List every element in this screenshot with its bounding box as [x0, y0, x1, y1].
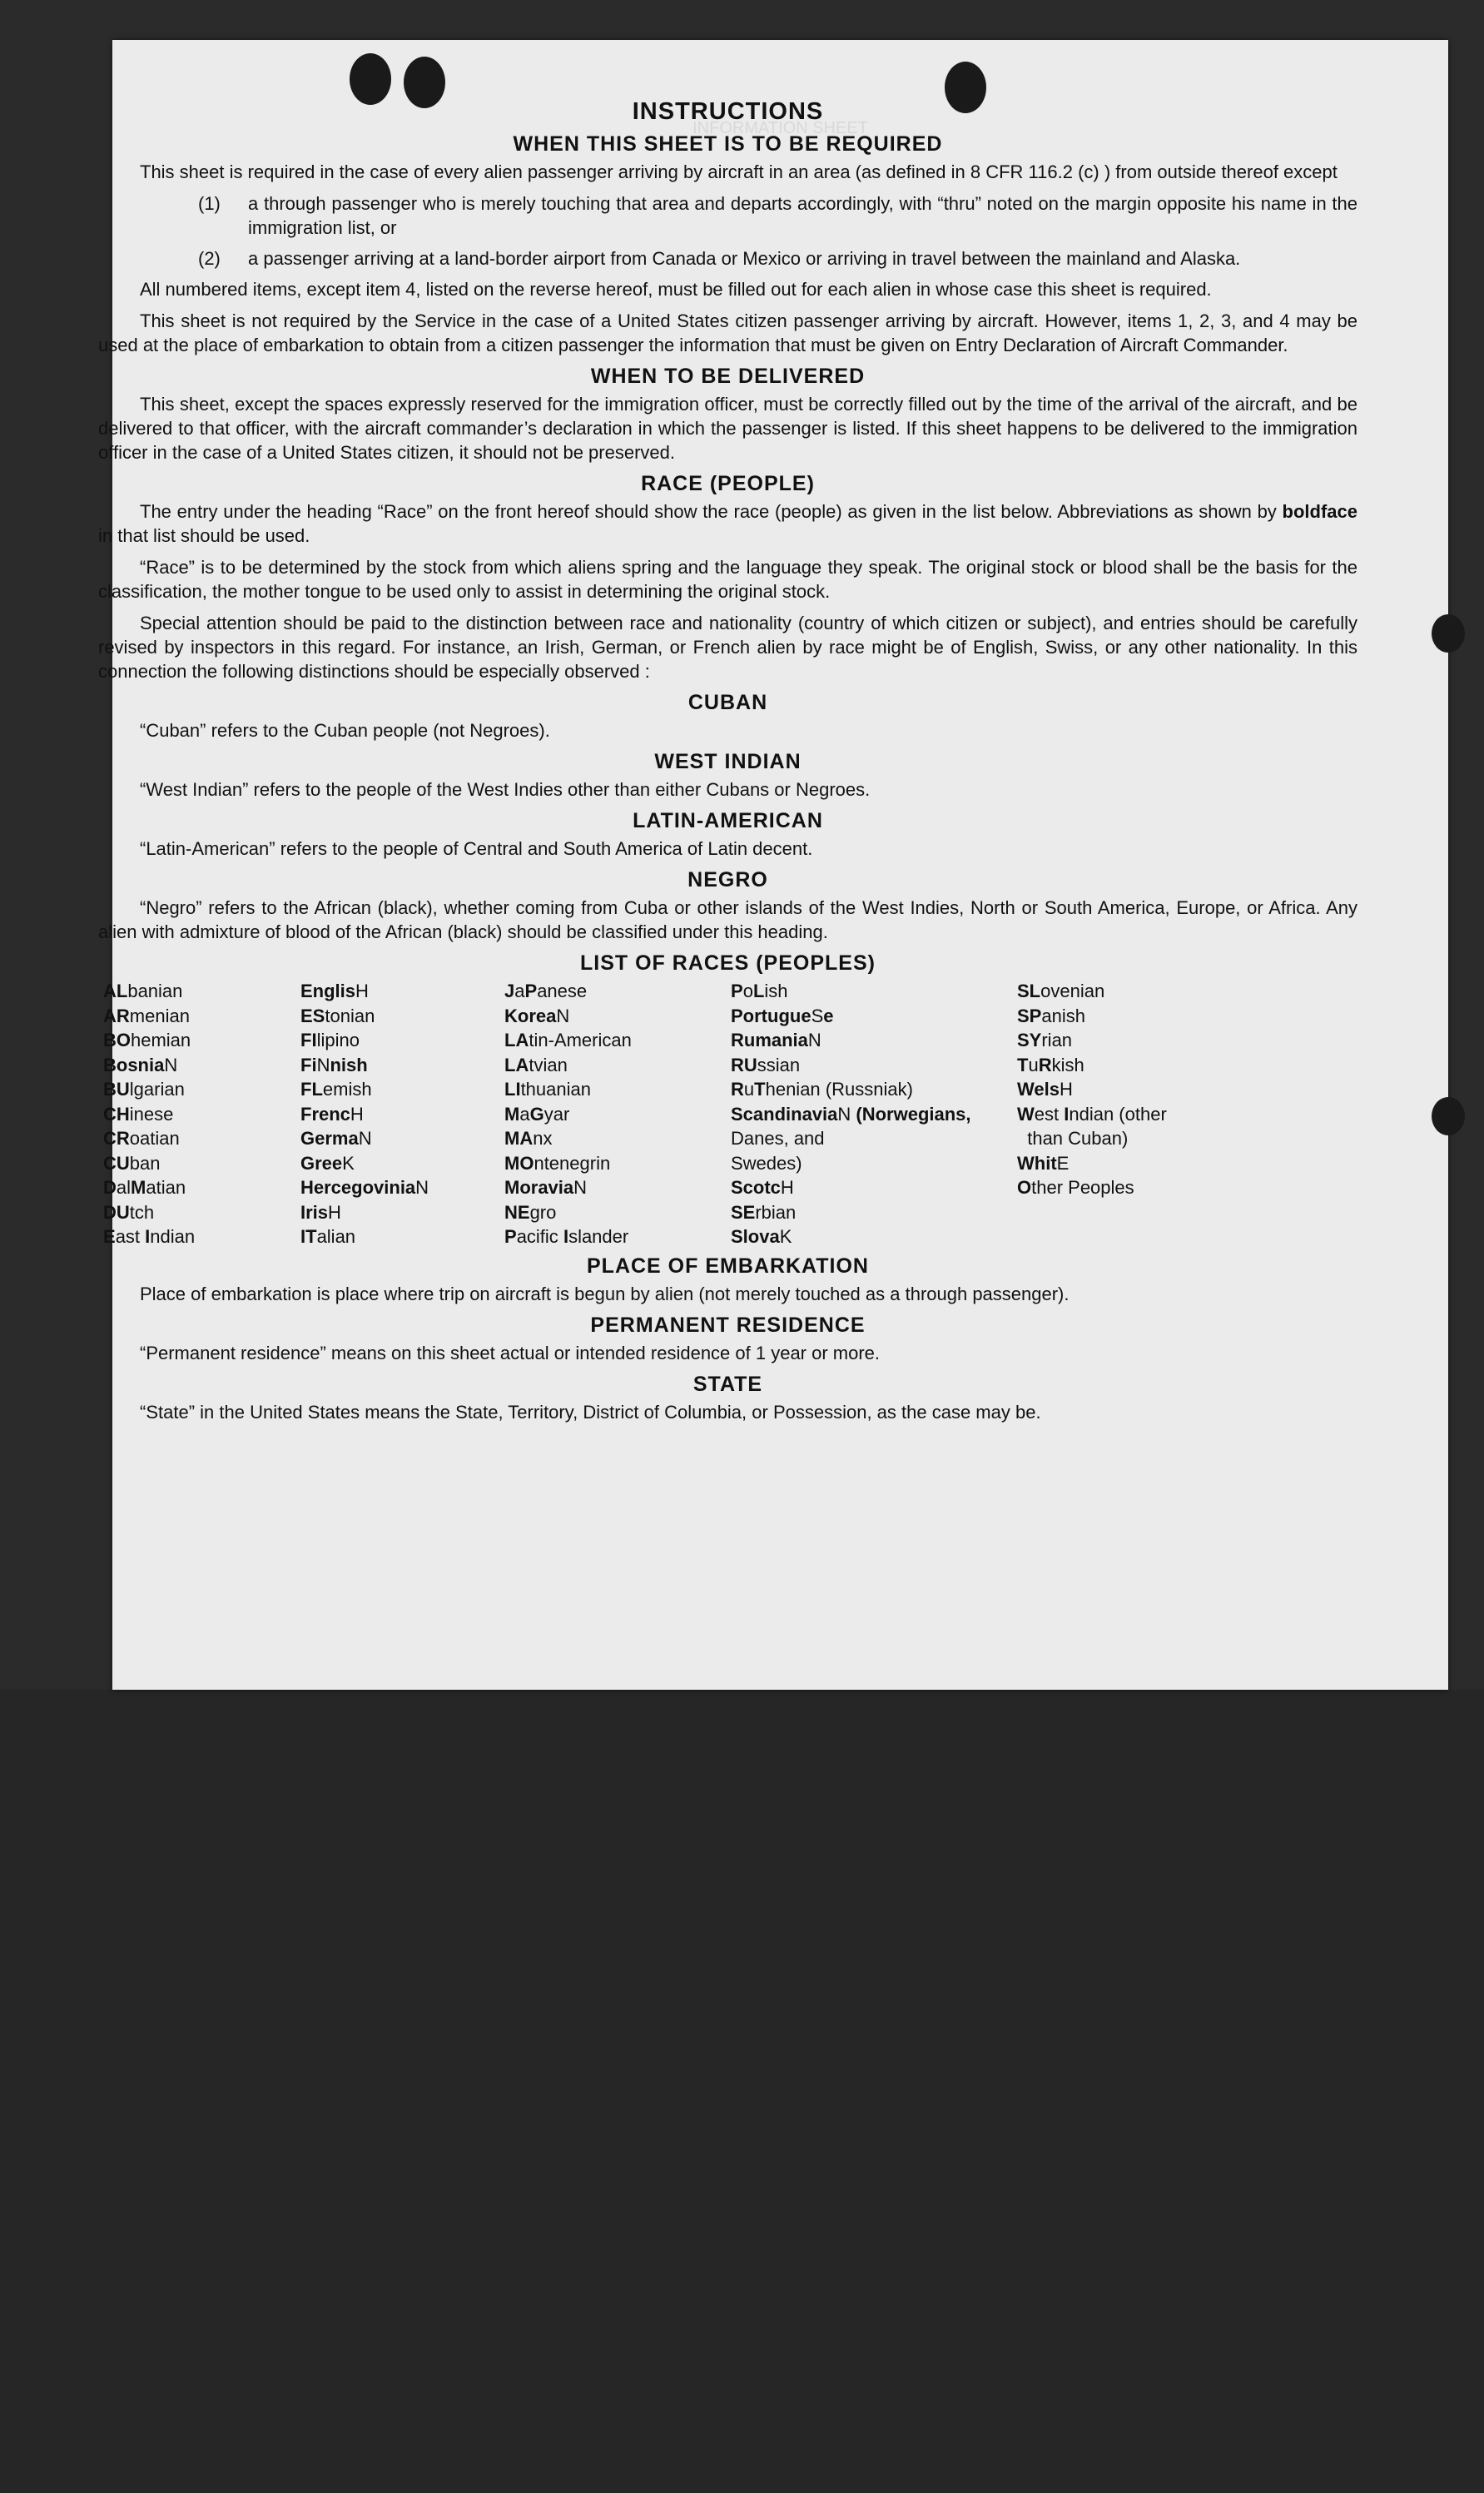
- race-entry: MoraviaN: [504, 1177, 588, 1198]
- race-entry: EnglisH: [300, 981, 369, 1001]
- heading-embarkation: PLACE OF EMBARKATION: [587, 1254, 869, 1278]
- heading-list-of-races: LIST OF RACES (PEOPLES): [580, 951, 876, 975]
- race-entry: FIlipino: [300, 1030, 360, 1050]
- race-entry: CHinese: [103, 1103, 174, 1125]
- race-entry: PortugueSe: [731, 1005, 834, 1026]
- race-entry: ITalian: [300, 1226, 356, 1247]
- numbered-items-paragraph: All numbered items, except item 4, listed on the reverse hereof, must be filled out for each alien in whose case this sheet is required.: [140, 279, 1212, 300]
- race-paragraph-3: Special attention should be paid to the distinction between race and nationality (country of which citizen or subject), and entries should be carefully revised by inspectors in this regard. For instance, an Irish, German, or French alien by race might be of English, Swiss, or any other nationality. In this connection the following distinctions should be especially observed :: [98, 613, 1357, 682]
- races-column: [103, 979, 300, 1249]
- race-entry: MAnx: [504, 1128, 553, 1149]
- race-entry: ARmenian: [103, 1005, 190, 1026]
- page-title: INSTRUCTIONS: [632, 98, 824, 125]
- race-entry: West Indian (other: [1017, 1103, 1167, 1125]
- when-delivered-text: This sheet, except the spaces expressly reserved for the immigration officer, must be correctly filled out by the time of the arrival of the aircraft, and be delivered to that officer, with the aircraft commander’s declaration in which the passenger is listed. If this sheet happens to be delivered to the immigration officer in the case of a United States citizen, it should not be preserved.: [98, 394, 1357, 463]
- race-entry: Danes, and: [731, 1128, 825, 1149]
- punch-hole-left: [350, 53, 391, 105]
- heading-state: STATE: [692, 1372, 763, 1396]
- race-entry: CUban: [103, 1152, 161, 1174]
- races-column: [504, 979, 731, 1249]
- exception-item: [198, 191, 1357, 240]
- exception-item: [198, 246, 1357, 271]
- race-entry: TuRkish: [1017, 1054, 1084, 1075]
- race-entry: SlovaK: [731, 1226, 792, 1247]
- heading-latin-american: LATIN-AMERICAN: [633, 809, 823, 832]
- race-entry: FLemish: [300, 1079, 372, 1100]
- race-entry: LAtvian: [504, 1054, 568, 1075]
- race-entry: WelsH: [1017, 1079, 1073, 1100]
- race-entry: MOntenegrin: [504, 1152, 611, 1174]
- race-entry: LAtin-American: [504, 1030, 632, 1050]
- citizen-paragraph: This sheet is not required by the Service in the case of a United States citizen passenger arriving by aircraft. However, items 1, 2, 3, and 4 may be used at the place of embarkation to obtain from a citizen passenger the information that must be given on Entry Declaration of Aircraft Commander.: [98, 310, 1357, 355]
- race-entry: SYrian: [1017, 1030, 1073, 1050]
- races-column: [731, 979, 1017, 1249]
- races-column: [300, 979, 504, 1249]
- state-text: “State” in the United States means the State, Territory, District of Columbia, or Possession, as the case may be.: [140, 1401, 1041, 1423]
- heading-cuban: CUBAN: [687, 691, 768, 714]
- race-entry: Other Peoples: [1017, 1177, 1134, 1198]
- race-entry: RuThenian (Russniak): [731, 1079, 913, 1100]
- race-text-b: in that list should be used.: [98, 525, 310, 546]
- exception-number: (1): [198, 193, 221, 214]
- race-entry: RumaniaN: [731, 1030, 821, 1050]
- race-entry: EStonian: [300, 1005, 375, 1026]
- race-entry: Swedes): [731, 1152, 802, 1174]
- instructions-content: [98, 100, 1357, 1432]
- heading-negro: NEGRO: [687, 868, 768, 891]
- exception-number: (2): [198, 248, 221, 269]
- race-entry: ScotcH: [731, 1177, 794, 1198]
- heading-race: RACE (PEOPLE): [641, 472, 815, 495]
- race-entry: JaPanese: [504, 981, 588, 1001]
- race-entry: BUlgarian: [103, 1079, 185, 1100]
- race-entry: Pacific Islander: [504, 1226, 629, 1247]
- latin-american-text: “Latin-American” refers to the people of Central and South America of Latin decent.: [140, 838, 813, 859]
- race-entry: SLovenian: [1017, 981, 1105, 1001]
- race-entry: ScandinaviaN (Norwegians,: [731, 1103, 971, 1125]
- race-paragraph-1: [98, 499, 1357, 548]
- race-paragraph-2: “Race” is to be determined by the stock from which aliens spring and the language they speak. The original stock or blood shall be the basis for the classification, the mother tongue to be used only to assist in determining the original stock.: [98, 557, 1357, 602]
- residence-text: “Permanent residence” means on this sheet actual or intended residence of 1 year or more.: [140, 1342, 881, 1363]
- race-entry: FrencH: [300, 1103, 364, 1125]
- race-entry: NEgro: [504, 1201, 557, 1223]
- heading-when-delivered: WHEN TO BE DELIVERED: [590, 365, 866, 388]
- race-text-bold: boldface: [1282, 501, 1357, 522]
- race-entry: ALbanian: [103, 981, 183, 1001]
- race-entry: IrisH: [300, 1201, 341, 1223]
- race-entry: CRoatian: [103, 1128, 180, 1149]
- race-entry: HercegoviniaN: [300, 1177, 429, 1198]
- race-entry: DUtch: [103, 1201, 155, 1223]
- when-required-intro: This sheet is required in the case of every alien passenger arriving by aircraft in an area (as defined in 8 CFR 116.2 (c) ) from outside thereof except: [140, 161, 1338, 182]
- races-column: [1017, 979, 1267, 1249]
- race-entry: BosniaN: [103, 1054, 178, 1075]
- race-entry: East Indian: [103, 1226, 196, 1247]
- punch-hole-edge-lower: [1432, 1097, 1465, 1135]
- race-entry: than Cuban): [1017, 1128, 1129, 1149]
- race-entry: DalMatian: [103, 1177, 186, 1198]
- race-entry: KoreaN: [504, 1005, 570, 1026]
- race-entry: GreeK: [300, 1152, 355, 1174]
- races-list: [103, 979, 1357, 1249]
- negro-text: “Negro” refers to the African (black), whether coming from Cuba or other islands of the West Indies, North or South America, Europe, or Africa. Any alien with admixture of blood of the African (black) should be classified under this heading.: [98, 897, 1357, 942]
- scanner-background: [0, 1690, 1484, 2493]
- race-text-a: The entry under the heading “Race” on the front hereof should show the race (people) as given in the list below. Abbreviations as shown by: [140, 501, 1283, 522]
- race-entry: SPanish: [1017, 1005, 1085, 1026]
- exception-text: a passenger arriving at a land-border airport from Canada or Mexico or arriving in travel between the mainland and Alaska.: [248, 248, 1241, 269]
- heading-residence: PERMANENT RESIDENCE: [590, 1313, 866, 1337]
- cuban-text: “Cuban” refers to the Cuban people (not Negroes).: [140, 720, 550, 741]
- race-entry: SErbian: [731, 1201, 797, 1223]
- heading-when-required: WHEN THIS SHEET IS TO BE REQUIRED: [513, 132, 943, 156]
- race-entry: PoLish: [731, 981, 788, 1001]
- heading-west-indian: WEST INDIAN: [654, 750, 802, 773]
- race-entry: WhitE: [1017, 1152, 1070, 1174]
- exception-text: a through passenger who is merely touching that area and departs accordingly, with “thru” noted on the margin opposite his name in the immigration list, or: [248, 193, 1357, 238]
- west-indian-text: “West Indian” refers to the people of the West Indies other than either Cubans or Negroes.: [140, 779, 871, 800]
- race-entry: MaGyar: [504, 1103, 570, 1125]
- embarkation-text: Place of embarkation is place where trip on aircraft is begun by alien (not merely touched as a through passenger).: [140, 1283, 1070, 1304]
- race-entry: LIthuanian: [504, 1079, 591, 1100]
- bleed-through-title: INFORMATION SHEET: [692, 119, 868, 137]
- race-entry: FiNnish: [300, 1054, 368, 1075]
- race-entry: BOhemian: [103, 1030, 191, 1050]
- punch-hole-edge-upper: [1432, 614, 1465, 653]
- race-entry: GermaN: [300, 1128, 372, 1149]
- race-entry: RUssian: [731, 1054, 801, 1075]
